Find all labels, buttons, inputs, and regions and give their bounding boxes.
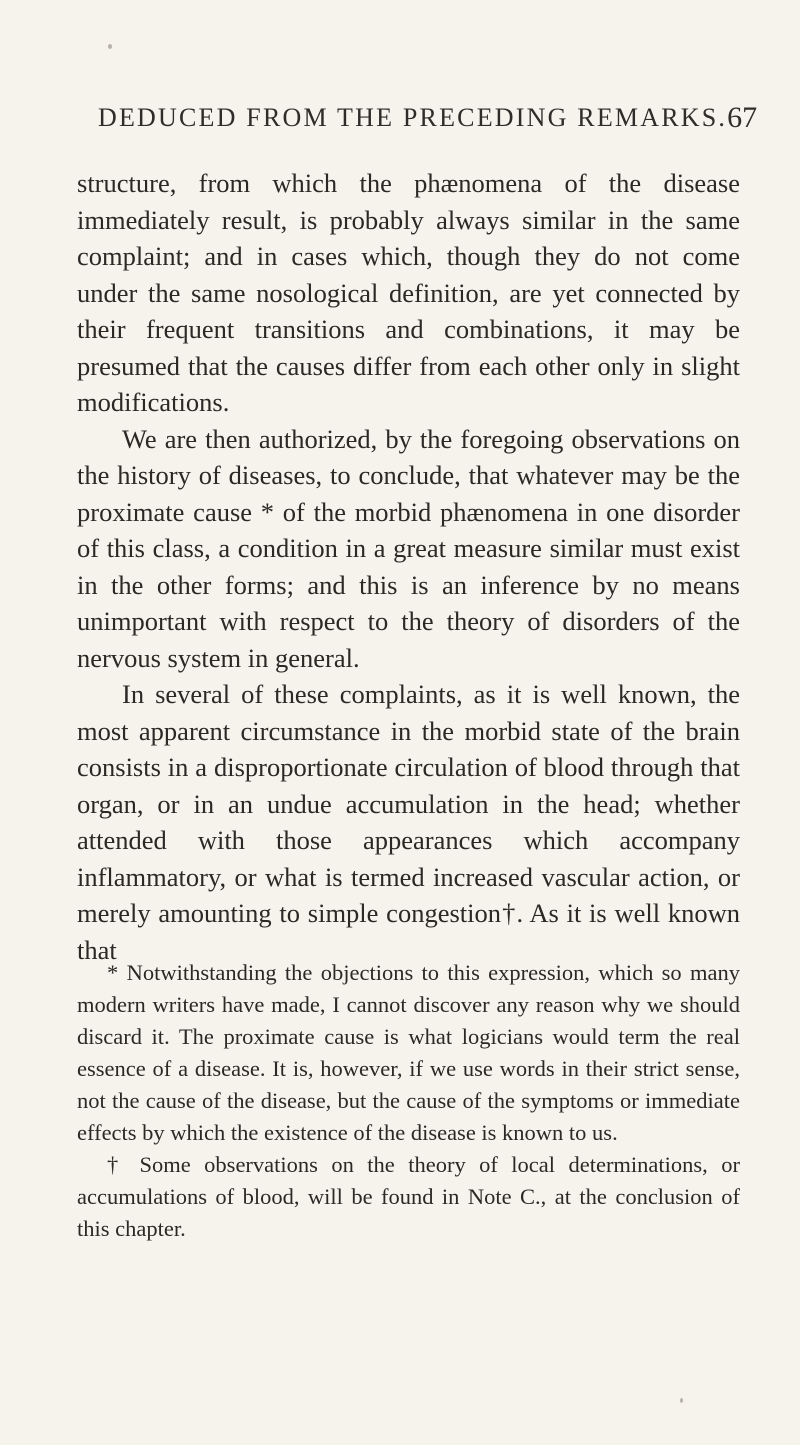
footnotes xyxy=(77,957,740,1245)
running-header xyxy=(98,96,758,140)
running-title: DEDUCED FROM THE PRECEDING REMARKS. xyxy=(98,103,728,132)
main-text xyxy=(77,165,740,968)
paper-speck xyxy=(680,1398,683,1403)
page-number: 67 xyxy=(727,101,758,134)
footnote: † Some observations on the theory of local determinations, or accumulations of blood, will be found in Note C., at the conclusion of this chapter. xyxy=(77,1152,740,1241)
paper-speck xyxy=(108,44,112,49)
footnote: * Notwithstanding the objections to this expression, which so many modern writers have made, I cannot discover any reason why we should discard it. The proximate cause is what logicians would term the real essence of a disease. It is, however, if we use words in their strict sense, not the cause of the disease, but the cause of the symptoms or immediate effects by which the existence of the disease is known to us. xyxy=(77,960,740,1145)
paragraph: structure, from which the phænomena of the disease immediately result, is probably always similar in the same complaint; and in cases which, though they do not come under the same nosological definition, are yet connected by their frequent transitions and combinations, it may be presumed that the causes differ from each other only in slight modifications. xyxy=(77,168,740,417)
paragraph: In several of these complaints, as it is well known, the most apparent circumstance in the morbid state of the brain consists in a disproportionate circulation of blood through that organ, or in an undue accumulation in the head; whether attended with those appearances which accompany inflammatory, or what is termed increased vascular action, or merely amounting to simple congestion†. As it is well known that xyxy=(77,679,740,965)
paragraph: We are then authorized, by the foregoing observations on the history of diseases, to conclude, that whatever may be the proximate cause * of the morbid phænomena in one disorder of this class, a condition in a great measure similar must exist in the other forms; and this is an inference by no means unimportant with respect to the theory of disorders of the nervous system in general. xyxy=(77,423,740,673)
